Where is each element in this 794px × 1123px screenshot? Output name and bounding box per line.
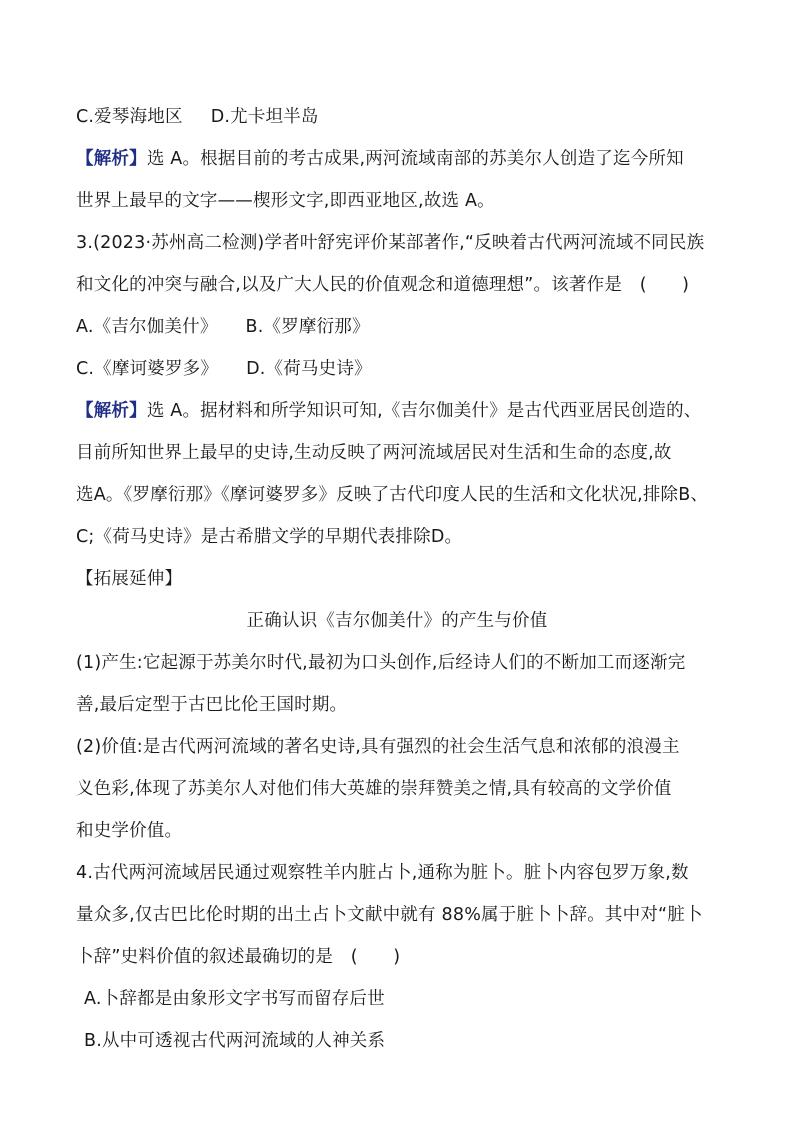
extension-point-1-cont: 善,最后定型于古巴比伦王国时期。 — [76, 695, 348, 715]
analysis-2-cont-3: C;《荷马史诗》是古希腊文学的早期代表排除D。 — [76, 527, 463, 547]
analysis-2 — [76, 398, 702, 424]
analysis-text: 选 A。根据目前的考古成果,两河流域南部的苏美尔人创造了迄今所知 — [146, 149, 684, 169]
option-row-c-d — [76, 104, 319, 130]
option-d: D.《荷马史诗》 — [246, 359, 372, 379]
question-3-stem: 3.(2023·苏州高二检测)学者叶舒宪评价某部著作,“反映着古代两河流域不同民族 — [76, 233, 705, 253]
extension-point-2-cont-1: 义色彩,体现了苏美尔人对他们伟大英雄的崇拜赞美之情,具有较高的文学价值 — [76, 779, 672, 799]
question-3-stem-cont: 和文化的冲突与融合,以及广大人民的价值观念和道德理想”。该著作是 ( ) — [76, 275, 690, 295]
analysis-2-cont-2: 选A。《罗摩衍那》《摩诃婆罗多》反映了古代印度人民的生活和文化状况,排除B、 — [76, 485, 709, 505]
option-c: C.《摩诃婆罗多》 — [76, 359, 219, 379]
option-b: B.《罗摩衍那》 — [245, 317, 370, 337]
option-row-c-d-2 — [76, 356, 372, 382]
analysis-tag: 【解析】 — [76, 149, 147, 169]
question-4-option-a: A.卜辞都是由象形文字书写而留存后世 — [84, 989, 385, 1009]
option-a: A.《吉尔伽美什》 — [76, 317, 218, 337]
question-4-stem-cont-2: 卜辞”史料价值的叙述最确切的是 ( ) — [76, 947, 401, 967]
question-4-stem-cont-1: 量众多,仅古巴比伦时期的出土占卜文献中就有 88%属于脏卜卜辞。其中对“脏卜 — [76, 905, 703, 925]
analysis-1-cont: 世界上最早的文字——楔形文字,即西亚地区,故选 A。 — [76, 191, 495, 211]
extension-point-1: (1)产生:它起源于苏美尔时代,最初为口头创作,后经诗人们的不断加工而逐渐完 — [76, 653, 686, 673]
analysis-tag: 【解析】 — [76, 401, 147, 421]
question-4-stem: 4.古代两河流域居民通过观察牲羊内脏占卜,通称为脏卜。脏卜内容包罗万象,数 — [76, 863, 689, 883]
option-c: C.爱琴海地区 — [76, 107, 183, 127]
question-4-option-b: B.从中可透视古代两河流域的人神关系 — [84, 1031, 386, 1051]
extension-point-2: (2)价值:是古代两河流域的著名史诗,具有强烈的社会生活气息和浓郁的浪漫主 — [76, 737, 680, 757]
extension-point-2-cont-2: 和史学价值。 — [76, 821, 183, 841]
analysis-text: 选 A。据材料和所学知识可知,《吉尔伽美什》是古代西亚居民创造的、 — [146, 401, 702, 421]
extension-title: 正确认识《吉尔伽美什》的产生与价值 — [246, 611, 548, 631]
option-d: D.尤卡坦半岛 — [210, 107, 319, 127]
extension-heading: 【拓展延伸】 — [76, 569, 183, 589]
analysis-1 — [76, 146, 684, 172]
analysis-2-cont-1: 目前所知世界上最早的史诗,生动反映了两河流域居民对生活和生命的态度,故 — [76, 443, 672, 463]
option-row-a-b — [76, 314, 370, 340]
